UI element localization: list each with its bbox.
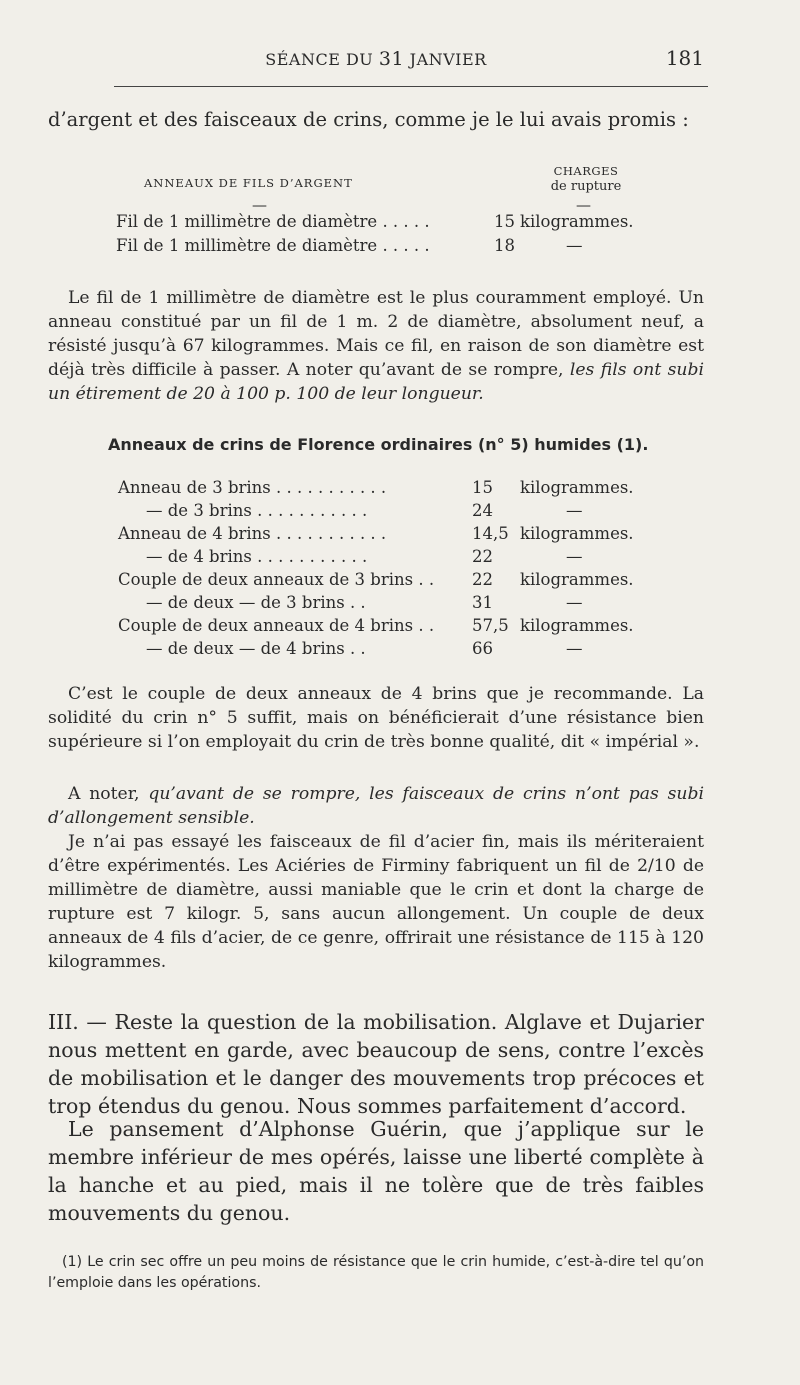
table2-title: Anneaux de crins de Florence ordinaires (n° 5) humides (1). xyxy=(108,435,649,454)
footnote: (1) Le crin sec offre un peu moins de résistance que le crin humide, c’est-à-dire tel qu’on l’emploie dans les opérations. xyxy=(48,1254,704,1291)
paragraph-1: Le fil de 1 millimètre de diamètre est le plus couramment employé. Un anneau constitué par un fil de 1 m. 2 de diamètre, absolument neuf, a résisté jusqu’à 67 kilogrammes. Mais ce fil, en raison de son diamètre est déjà très difficile à passer. A noter qu’avant de se rompre, les fils ont subi un étirement de 20 à 100 p. 100 de leur longueur. xyxy=(48,288,704,404)
paragraph-4: Je n’ai pas essayé les faisceaux de fil d’acier fin, mais ils mériteraient d’être expérimentés. Les Aciéries de Firminy fabriquent un fil de 2/10 de millimètre de diamètre, aussi maniable que le crin et dont la charge de rupture est 7 kilogr. 5, sans aucun allongement. Un couple de deux anneaux de 4 fils d’acier, de ce genre, offrirait une résistance de 115 à 120 kilogrammes. xyxy=(48,832,704,972)
intro-line: d’argent et des faisceaux de crins, comme je le lui avais promis : xyxy=(48,108,689,131)
header-title: SÉANCE DU 31 JANVIER xyxy=(265,48,487,70)
table1-col2-dash: — xyxy=(576,196,591,214)
paragraph-5: III. — Reste la question de la mobilisation. Alglave et Dujarier nous mettent en garde, avec beaucoup de sens, contre l’excès de mobilisation et le danger des mouvements trop précoces et trop étendus du genou. Nous sommes parfaitement d’accord. xyxy=(48,1010,704,1118)
running-header xyxy=(48,46,704,72)
table1-col2-header: CHARGES de rupture xyxy=(550,164,622,194)
table1-col1-dash: — xyxy=(252,196,267,214)
table1-col1-header: ANNEAUX DE FILS D’ARGENT xyxy=(144,176,353,190)
paragraph-6: Le pansement d’Alphonse Guérin, que j’applique sur le membre inférieur de mes opérés, laisse une liberté complète à la hanche et au pied, mais il ne tolère que de très faibles mouvements du genou. xyxy=(48,1117,704,1225)
header-rule xyxy=(114,86,708,87)
page-number: 181 xyxy=(665,46,704,70)
paragraph-3: A noter, qu’avant de se rompre, les faisceaux de crins n’ont pas subi d’allongement sensible. xyxy=(48,784,705,828)
paragraph-2: C’est le couple de deux anneaux de 4 brins que je recommande. La solidité du crin n° 5 suffit, mais on bénéficierait d’une résistance bien supérieure si l’on employait du crin de très bonne qualité, dit « impérial ». xyxy=(48,684,704,752)
